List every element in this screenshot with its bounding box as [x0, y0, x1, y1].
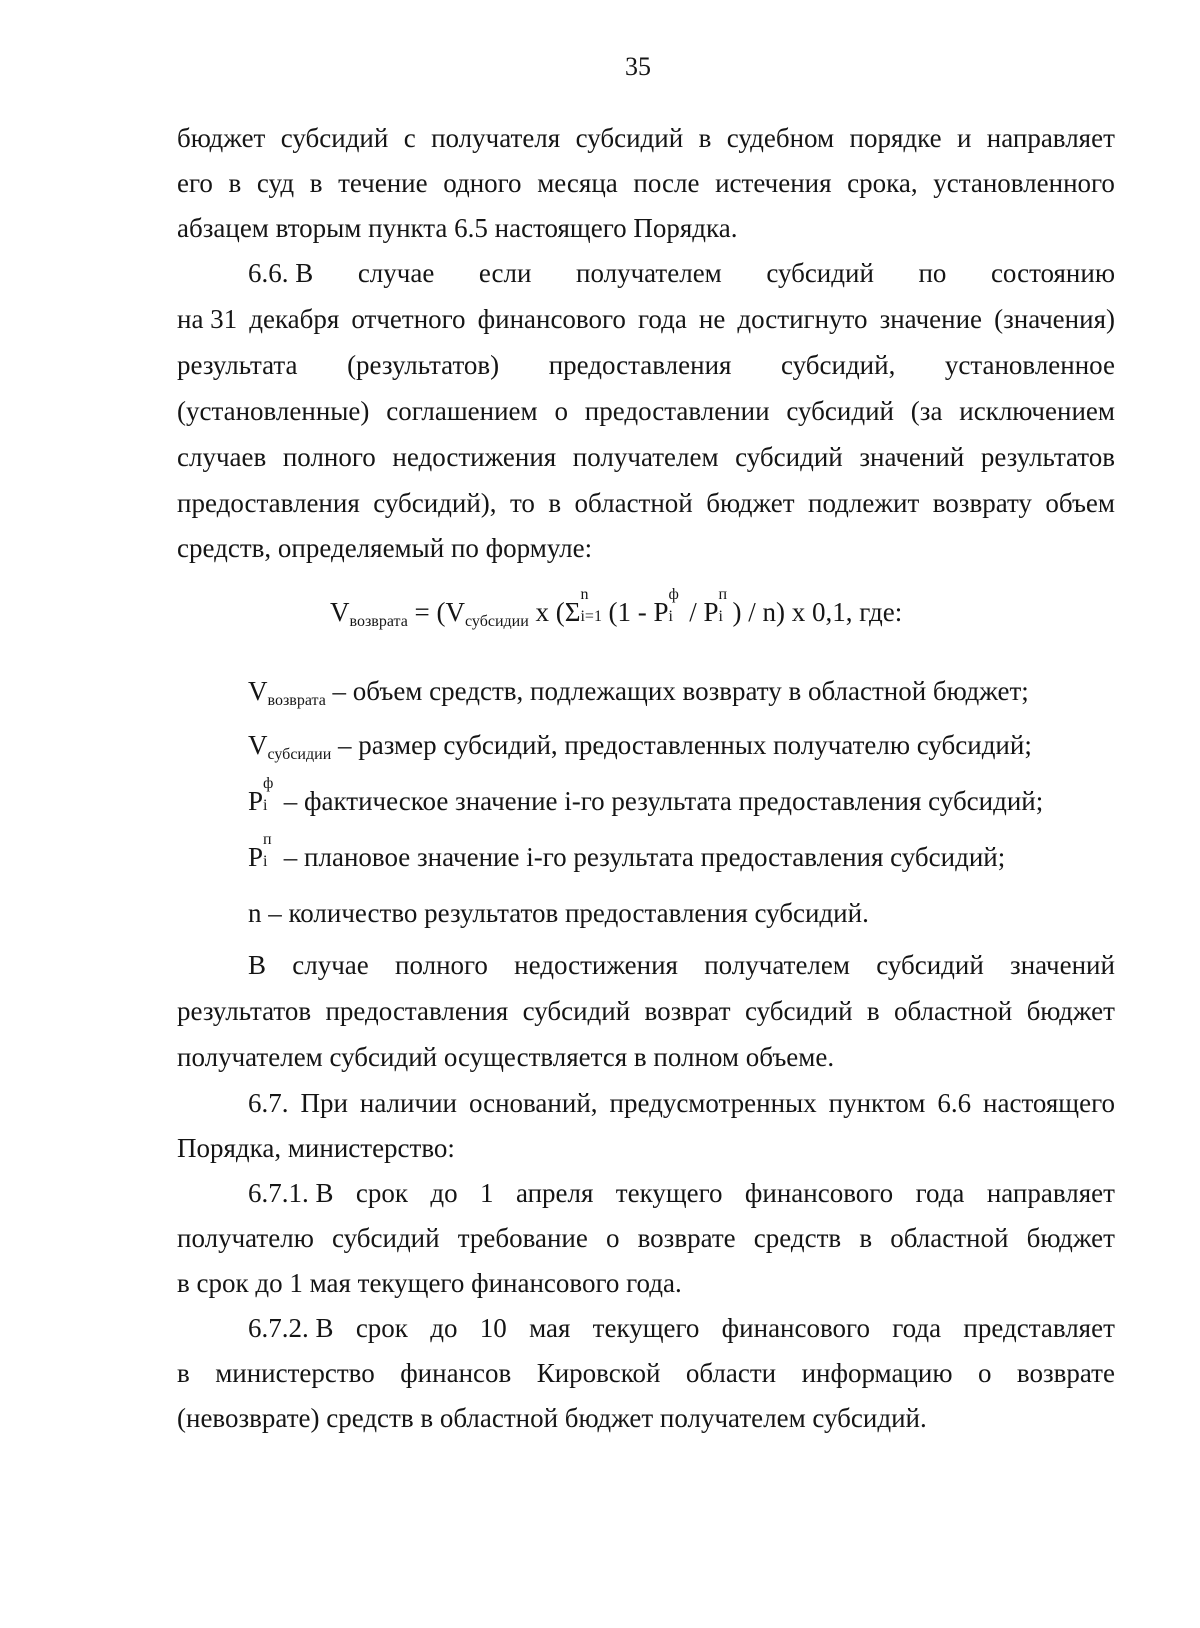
word: направляет	[986, 123, 1115, 153]
word: случаев	[177, 442, 267, 472]
word: (результатов)	[347, 350, 500, 380]
word: суд	[256, 168, 295, 198]
word: о	[605, 1223, 620, 1253]
word: финансов	[400, 1358, 512, 1388]
word: В	[248, 950, 267, 980]
word: до	[430, 1313, 458, 1343]
word: объем	[1045, 488, 1115, 518]
formula-v: V	[330, 597, 350, 627]
definition-v-return	[248, 676, 1029, 710]
formula-sup-f: ф	[668, 586, 679, 603]
word: отчетного	[351, 304, 466, 334]
word: судебном	[726, 123, 835, 153]
formula-sub-return: возврата	[349, 613, 408, 630]
word: бюджет	[1026, 996, 1115, 1026]
word: срок	[355, 1313, 408, 1343]
word: При	[300, 1088, 348, 1118]
word: требование	[457, 1223, 588, 1253]
word: настоящего	[983, 1088, 1115, 1118]
word: значений	[1010, 950, 1115, 980]
word: информацию	[801, 1358, 953, 1388]
def1-sub: возврата	[267, 692, 326, 709]
para1-line3: абзацем вторым пункта 6.5 настоящего Порядка.	[177, 213, 738, 243]
word: и	[956, 123, 972, 153]
para5-line1	[248, 1170, 1115, 1216]
word: (установленные)	[177, 396, 370, 426]
word: декабря	[249, 304, 340, 334]
def4-text: – плановое значение i-го результата предоставления субсидий;	[277, 842, 1006, 872]
word: министерство	[215, 1358, 375, 1388]
word: подлежит	[808, 488, 920, 518]
word: в	[698, 123, 712, 153]
def4-sup: п	[263, 831, 272, 848]
word: области	[685, 1358, 777, 1388]
word: исключением	[959, 396, 1115, 426]
definition-p-plan	[248, 831, 1006, 873]
formula-open: (1 - P	[608, 597, 669, 627]
para1-line1	[177, 115, 1115, 161]
word: результата	[177, 350, 298, 380]
word: в	[309, 168, 323, 198]
word: оснований,	[468, 1088, 598, 1118]
word: областной	[893, 996, 1013, 1026]
para3-line3: получателем субсидий осуществляется в полном объеме.	[177, 1042, 835, 1072]
word: 6.7.2. В	[248, 1313, 334, 1343]
word: о	[554, 396, 568, 426]
word: полного	[395, 950, 488, 980]
para5-line2	[177, 1215, 1115, 1261]
word: в	[859, 1223, 873, 1253]
word: 1	[480, 1178, 494, 1208]
para6-line3: (невозврате) средств в областной бюджет получателем субсидий.	[177, 1403, 927, 1433]
word: субсидий	[744, 996, 853, 1026]
formula-pf-indices	[668, 586, 682, 625]
word: значений	[859, 442, 965, 472]
word: пунктом	[828, 1088, 926, 1118]
word: субсидий	[735, 442, 843, 472]
definition-p-fact	[248, 775, 1044, 817]
para4-line2: Порядка, министерство:	[177, 1133, 455, 1163]
word: предоставления	[548, 350, 732, 380]
def3-symbol: P	[248, 786, 264, 816]
para2-line7: средств, определяемый по формуле:	[177, 533, 593, 563]
definition-v-subsidy	[248, 730, 1032, 764]
word: возврат	[644, 996, 731, 1026]
word: установленное	[944, 350, 1115, 380]
word: срок	[355, 1178, 409, 1208]
para1-line2	[177, 160, 1115, 206]
word: значение	[879, 304, 983, 334]
def4-sub: i	[263, 853, 268, 870]
word: финансового	[721, 1313, 870, 1343]
word: получателю	[177, 1223, 314, 1253]
para2-line5	[177, 434, 1115, 480]
para3-line1	[248, 942, 1115, 988]
formula-sup-n: n	[580, 586, 589, 603]
word: субсидий	[522, 996, 631, 1026]
word: недостижения	[392, 442, 557, 472]
para2-line4	[177, 388, 1115, 434]
word: истечения	[715, 168, 832, 198]
def3-indices	[263, 775, 277, 814]
word: субсидий	[876, 950, 984, 980]
def1-symbol: V	[248, 676, 268, 706]
word: случае	[292, 950, 369, 980]
formula-tail: ) / n) x 0,1, где:	[732, 597, 903, 627]
word: 6.7.	[248, 1088, 289, 1118]
word: направляет	[986, 1178, 1115, 1208]
word: текущего	[592, 1313, 700, 1343]
word: если	[478, 258, 532, 288]
word: апреля	[515, 1178, 594, 1208]
word: субсидий	[786, 396, 894, 426]
formula-sub-i-a: i	[668, 608, 673, 625]
word: предоставлении	[584, 396, 770, 426]
word: 6.6	[937, 1088, 972, 1118]
para2-line6	[177, 480, 1115, 526]
def4-indices	[263, 831, 277, 870]
word: финансового	[744, 1178, 894, 1208]
word: субсидий),	[373, 488, 497, 518]
word: возврату	[932, 488, 1032, 518]
word: года	[892, 1313, 942, 1343]
word: года	[637, 304, 687, 334]
formula-sub-i1: i=1	[580, 608, 602, 625]
para2-line3	[177, 342, 1115, 388]
word: установленного	[933, 168, 1115, 198]
def4-symbol: P	[248, 842, 264, 872]
word: возврате	[1016, 1358, 1115, 1388]
formula-sup-p: п	[718, 586, 728, 603]
definition-n	[248, 898, 869, 929]
para6-line1	[248, 1305, 1115, 1351]
word: на 31	[177, 304, 238, 334]
para4-line1	[248, 1080, 1115, 1126]
word: месяца	[537, 168, 618, 198]
word: средств	[753, 1223, 842, 1253]
word: 6.6. В	[248, 258, 314, 288]
word: в	[177, 1358, 190, 1388]
word: бюджет	[177, 123, 266, 153]
word: предоставления	[177, 488, 360, 518]
word: порядке	[849, 123, 942, 153]
word: соглашением	[386, 396, 538, 426]
word: областной	[574, 488, 693, 518]
word: предусмотренных	[609, 1088, 817, 1118]
word: в	[548, 488, 562, 518]
word: бюджет	[706, 488, 795, 518]
word: 10	[479, 1313, 507, 1343]
para2-line2	[177, 296, 1115, 342]
formula-sub-i-b: i	[718, 608, 723, 625]
formula-sigma-limits	[580, 586, 602, 625]
def2-symbol: V	[248, 730, 268, 760]
def2-text: – размер субсидий, предоставленных получателю субсидий;	[331, 730, 1032, 760]
word: финансового	[477, 304, 626, 334]
word: (значения)	[994, 304, 1115, 334]
def2-sub: субсидии	[267, 746, 332, 763]
word: субсидий,	[781, 350, 896, 380]
word: то	[509, 488, 535, 518]
word: субсидий	[332, 1223, 440, 1253]
word: по	[918, 258, 947, 288]
para2-line1	[248, 250, 1115, 296]
word: с	[403, 123, 416, 153]
para5-line3: в срок до 1 мая текущего финансового года.	[177, 1268, 682, 1298]
word: полного	[282, 442, 376, 472]
word: получателем	[704, 950, 850, 980]
def1-text: – объем средств, подлежащих возврату в областной бюджет;	[325, 676, 1029, 706]
word: областной	[890, 1223, 1009, 1253]
word: бюджет	[1026, 1223, 1115, 1253]
word: (за	[910, 396, 943, 426]
word: его	[177, 168, 213, 198]
formula-x-sigma: x (Σ	[528, 597, 581, 627]
word: наличии	[359, 1088, 457, 1118]
word: 6.7.1. В	[248, 1178, 334, 1208]
word: одного	[443, 168, 522, 198]
word: результатов	[980, 442, 1115, 472]
word: недостижения	[514, 950, 678, 980]
formula-pp-indices	[718, 586, 733, 625]
formula-eq: = (V	[407, 597, 466, 627]
word: предоставления	[325, 996, 509, 1026]
word: не	[698, 304, 726, 334]
word: текущего	[615, 1178, 723, 1208]
word: случае	[357, 258, 435, 288]
word: возврате	[637, 1223, 736, 1253]
word: представляет	[963, 1313, 1115, 1343]
word: мая	[529, 1313, 571, 1343]
word: Кировской	[536, 1358, 661, 1388]
word: результатов	[177, 996, 312, 1026]
def3-sub: i	[263, 797, 268, 814]
word: получателем	[576, 258, 722, 288]
word: получателя	[431, 123, 561, 153]
word: в	[228, 168, 242, 198]
formula-sub-subsidy: субсидии	[465, 613, 529, 630]
word: года	[915, 1178, 965, 1208]
def3-text: – фактическое значение i-го результата предоставления субсидий;	[277, 786, 1044, 816]
word: субсидий	[766, 258, 874, 288]
word: течение	[338, 168, 428, 198]
word: после	[633, 168, 700, 198]
word: до	[430, 1178, 458, 1208]
word: в	[866, 996, 880, 1026]
word: получателем	[572, 442, 719, 472]
word: состоянию	[990, 258, 1115, 288]
word: субсидий	[575, 123, 684, 153]
def5-text: n – количество результатов предоставления субсидий.	[248, 898, 869, 928]
para3-line2	[177, 988, 1115, 1034]
word: достигнуто	[737, 304, 868, 334]
word: субсидий	[280, 123, 389, 153]
para6-line2	[177, 1350, 1115, 1396]
formula-slash: / P	[682, 597, 719, 627]
word: о	[977, 1358, 992, 1388]
return-formula	[330, 586, 903, 631]
def3-sup: ф	[263, 775, 274, 792]
word: срока,	[847, 168, 918, 198]
page-number: 35	[625, 52, 651, 81]
